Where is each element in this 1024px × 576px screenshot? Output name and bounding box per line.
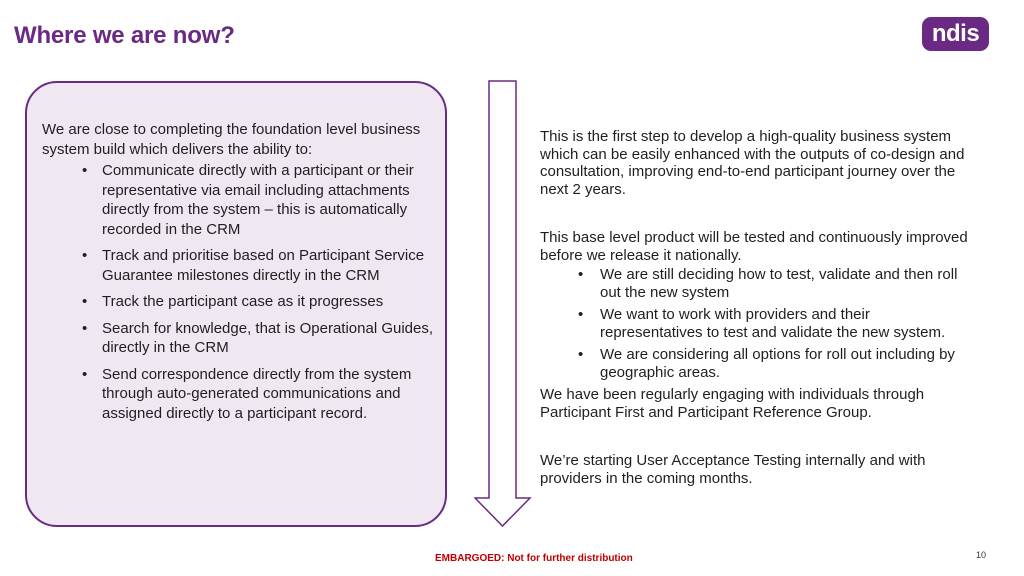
embargo-notice: EMBARGOED: Not for further distribution <box>435 553 633 564</box>
list-item: • We are considering all options for roll out including by geographic areas. <box>578 346 955 381</box>
right-para-2: This base level product will be tested and continuously improved before we release it nationally. <box>540 229 968 264</box>
list-item: • Communicate directly with a participant or their representative via email including attachments directly from the system – this is automatically recorded in the CRM <box>82 162 414 238</box>
right-bullet-list <box>540 266 970 381</box>
ndis-logo: ndis <box>922 17 989 51</box>
bullet-text: Send correspondence directly from the system through auto-generated communications and assigned directly to a participant record. <box>102 365 412 422</box>
bullet-text: We are considering all options for roll out including by geographic areas. <box>600 346 955 381</box>
right-para-1: This is the first step to develop a high-quality business system which can be easily enhanced with the outputs of co-design and consultation, improving end-to-end participant journey over the next 2 years. <box>540 128 965 198</box>
bullet-text: We want to work with providers and their representatives to test and validate the new system. <box>600 306 946 341</box>
bullet-text: We are still deciding how to test, validate and then roll out the new system <box>600 266 958 301</box>
list-item: • We are still deciding how to test, validate and then roll out the new system <box>578 266 958 301</box>
right-panel-content <box>540 128 970 487</box>
bullet-text: Search for knowledge, that is Operational Guides, directly in the CRM <box>102 319 434 356</box>
bullet-text: Communicate directly with a participant or their representative via email including attachments directly from the system – this is automatically recorded in the CRM <box>102 162 414 238</box>
list-item: • We want to work with providers and their representatives to test and validate the new system. <box>578 306 946 341</box>
bullet-text: Track the participant case as it progresses <box>102 293 384 310</box>
left-panel-content <box>42 120 442 423</box>
list-item: • Send correspondence directly from the system through auto-generated communications and assigned directly to a participant record. <box>82 365 412 422</box>
down-arrow-icon <box>474 80 532 528</box>
right-para-4: We’re starting User Acceptance Testing internally and with providers in the coming months. <box>540 452 926 487</box>
list-item: • Track the participant case as it progresses <box>82 293 384 310</box>
page-title: Where we are now? <box>14 22 235 49</box>
left-intro: We are close to completing the foundation level business system build which delivers the ability to: <box>42 121 421 158</box>
page-number: 10 <box>976 550 987 560</box>
right-para-3: We have been regularly engaging with individuals through Participant First and Participant Reference Group. <box>540 386 925 421</box>
left-bullet-list <box>42 161 442 423</box>
bullet-text: Track and prioritise based on Participant Service Guarantee milestones directly in the CRM <box>102 247 425 284</box>
list-item: • Track and prioritise based on Participant Service Guarantee milestones directly in the CRM <box>82 247 425 284</box>
list-item: • Search for knowledge, that is Operational Guides, directly in the CRM <box>82 319 434 356</box>
